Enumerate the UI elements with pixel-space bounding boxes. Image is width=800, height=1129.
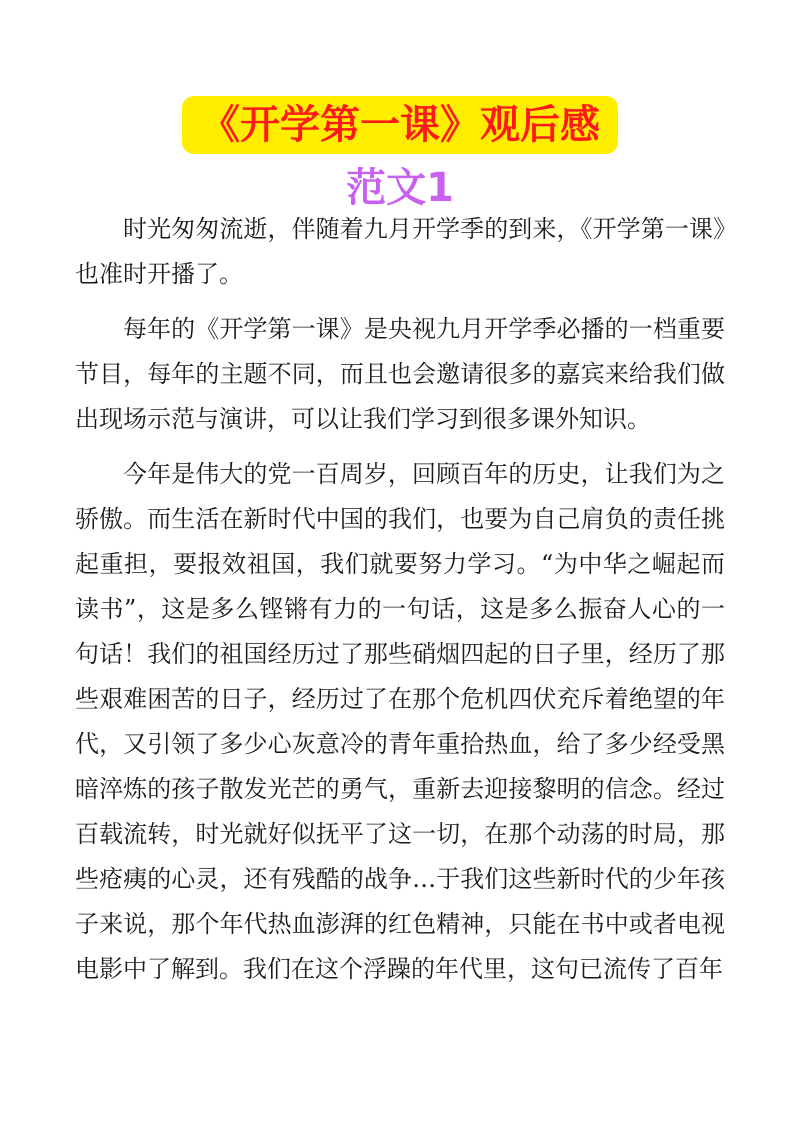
essay-body <box>75 207 725 992</box>
title-container <box>0 96 800 154</box>
paragraph-2: 每年的《开学第一课》是央视九月开学季必播的一档重要节目，每年的主题不同，而且也会邀请很多的嘉宾来给我们做出现场示范与演讲，可以让我们学习到很多课外知识。 <box>75 315 725 433</box>
paragraph-3: 今年是伟大的党一百周岁，回顾百年的历史，让我们为之骄傲。而生活在新时代中国的我们，也要为自己肩负的责任挑起重担，要报效祖国，我们就要努力学习。“为中华之崛起而读书”，这是多么铿锵有力的一句话，这是多么振奋人心的一句话！我们的祖国经历过了那些硝烟四起的日子里，经历了那些艰难困苦的日子，经历过了在那个危机四伏充斥着绝望的年代，又引领了多少心灰意冷的青年重拾热血，给了多少经受黑暗淬炼的孩子散发光芒的勇气，重新去迎接黎明的信念。经过百载流转，时光就好似抚平了这一切，在那个动荡的时局，那些疮痍的心灵，还有残酷的战争…于我们这些新时代的少年孩子来说，那个年代热血澎湃的红色精神，只能在书中或者电视电影中了解到。我们在这个浮躁的年代里，这句已流传了百年 <box>75 460 725 983</box>
page-title: 《开学第一课》观后感 <box>182 96 618 154</box>
subtitle: 范文1 <box>346 165 454 211</box>
paragraph-1: 时光匆匆流逝，伴随着九月开学季的到来，《开学第一课》也准时开播了。 <box>75 215 725 288</box>
